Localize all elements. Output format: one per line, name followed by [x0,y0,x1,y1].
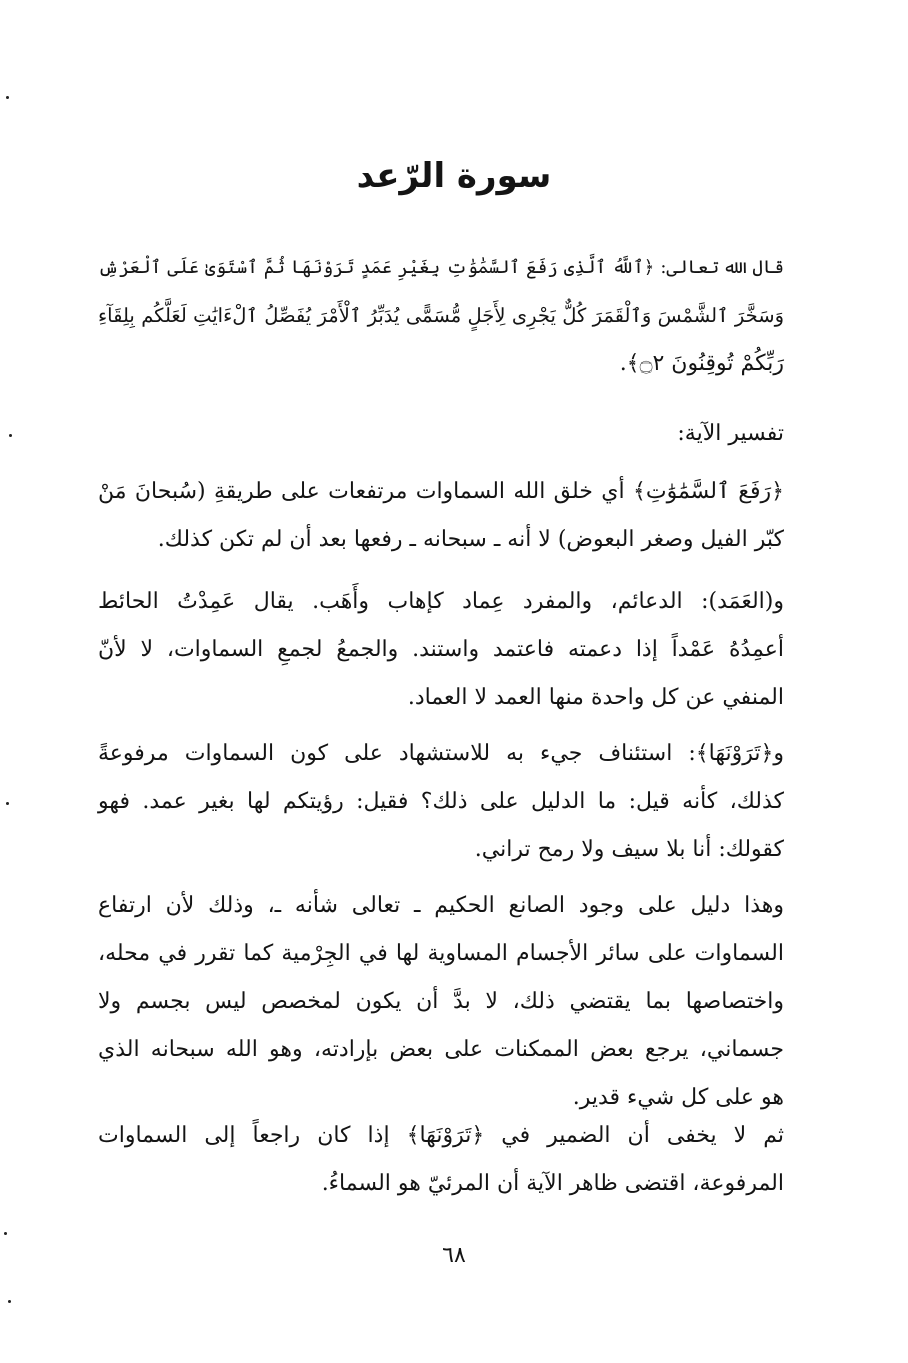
paragraph-line: واختصاصها بما يقتضي ذلك، لا بدَّ أن يكون لمخصص ليس بجسم ولا [98,989,784,1014]
paragraph-dalil [98,882,810,1122]
paragraph-rafaa [98,468,810,564]
verse-paragraph [98,244,810,388]
surah-title: سورة الرّعد [356,156,552,196]
paragraph-line: هو على كل شيء قدير. [572,1085,784,1110]
paragraph-tarawnaha [98,730,810,874]
paragraph-line: ثم لا يخفى أن الضمير في ﴿تَرَوْنَهَا﴾ إذا كان راجعاً إلى السماوات [98,1123,784,1148]
scan-speck [4,1232,7,1235]
scan-speck [6,802,9,805]
page-number: ٦٨ [442,1243,466,1268]
paragraph-damir [98,1112,810,1208]
verse-line: قال الله تعالى: ﴿ٱللَّهُ ٱلَّذِى رَفَعَ ٱلسَّمَٰوَٰتِ بِغَيْرِ عَمَدٍ تَرَوْنَهَا ثُمَّ ٱسْتَوَىٰ عَلَى ٱلْعَرْشِ [98,257,784,278]
paragraph-line: كقولك: أنا بلا سيف ولا رمح تراني. [474,837,784,862]
paragraph-line: كبّر الفيل وصغر البعوض) لا أنه ـ سبحانه ـ رفعها بعد أن لم تكن كذلك. [157,527,784,552]
scan-speck [8,1300,11,1303]
paragraph-line: السماوات على سائر الأجسام المساوية لها في الجِرْمية كما تقرر في محله، [98,941,784,966]
paragraph-line: كذلك، كأنه قيل: ما الدليل على ذلك؟ فقيل: رؤيتكم لها بغير عمد. فهو [98,789,784,814]
scan-speck [6,96,9,99]
paragraph-line: ﴿رَفَعَ ٱلسَّمَٰوَٰتِ﴾ أي خلق الله السماوات مرتفعات على طريقةِ (سُبحانَ مَنْ [98,479,784,504]
section-heading: تفسير الآية: [677,421,784,446]
verse-line: رَبِّكُمْ تُوقِنُونَ ۝٢﴾. [619,351,784,376]
paragraph-line: المنفي عن كل واحدة منها العمد لا العماد. [407,685,784,710]
paragraph-line: جسماني، يرجع بعض الممكنات على بعض بإرادته، وهو الله سبحانه الذي [98,1037,784,1062]
paragraph-line: المرفوعة، اقتضى ظاهر الآية أن المرئيّ هو السماءُ. [321,1171,784,1196]
paragraph-line: و﴿تَرَوْنَهَا﴾: استئناف جيء به للاستشهاد على كون السماوات مرفوعةً [98,741,784,766]
paragraph-line: وهذا دليل على وجود الصانع الحكيم ـ تعالى شأنه ـ، وذلك لأن ارتفاع [98,893,784,918]
verse-line: وَسَخَّرَ ٱلشَّمْسَ وَٱلْقَمَرَ كُلٌّ يَجْرِى لِأَجَلٍ مُّسَمًّى يُدَبِّرُ ٱلْأَمْرَ يُفَصِّلُ ٱلْءَايَٰتِ لَعَلَّكُم بِلِقَآءِ [98,304,784,327]
scan-speck [9,434,12,437]
paragraph-line: أعمِدُهُ عَمْداً إذا دعمته فاعتمد واستند. والجمعُ لجمعِ السماوات، لا لأنّ [98,637,784,662]
paragraph-line: و(العَمَد): الدعائم، والمفرد عِماد كإهاب وأَهَب. يقال عَمِدْتُ الحائط [98,589,784,614]
paragraph-amad [98,578,810,722]
